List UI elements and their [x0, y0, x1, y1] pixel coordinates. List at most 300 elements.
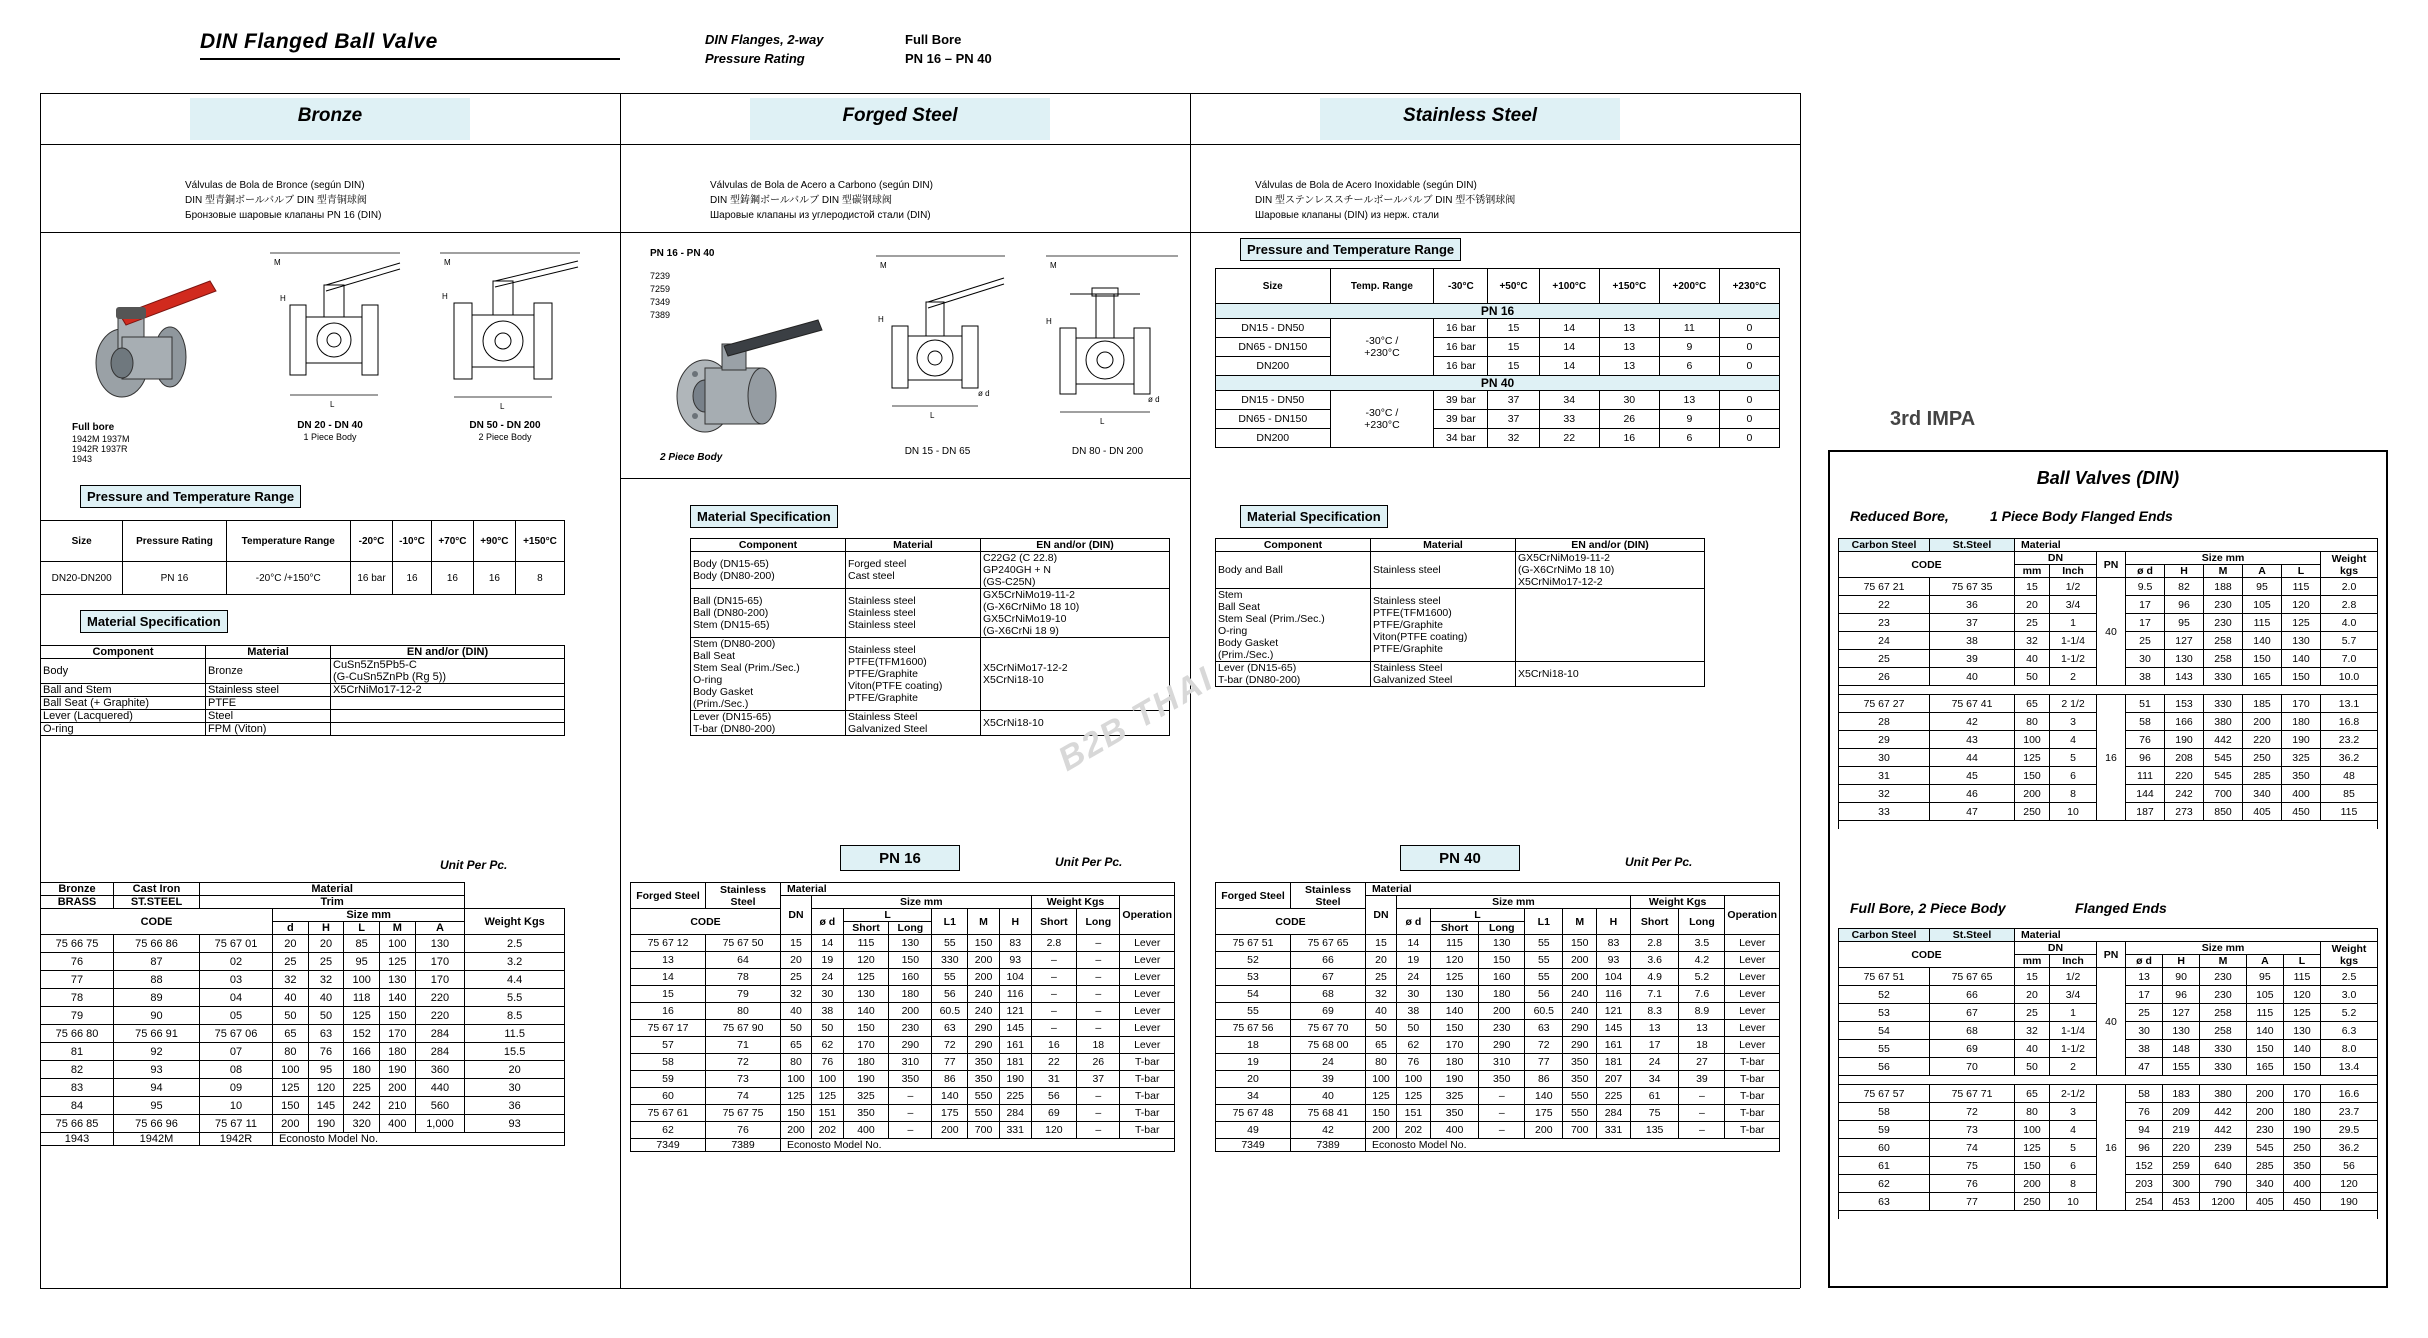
table-cell: 250 [2283, 1139, 2320, 1157]
table-cell: 34 [1630, 1071, 1679, 1088]
table-header-cell: L1 [1525, 909, 1563, 935]
table-cell: 160 [889, 969, 932, 986]
table-cell: 8.5 [465, 1007, 565, 1025]
table-header-cell: mm [2015, 955, 2050, 968]
table-cell: 331 [999, 1122, 1031, 1139]
table-spacer-cell [1839, 1211, 2378, 1220]
table-cell: 02 [200, 953, 273, 971]
table-cell: 36 [465, 1097, 565, 1115]
table-cell: 33 [1839, 803, 1930, 821]
table-cell: 258 [2200, 1004, 2247, 1022]
table-cell: 16 [1599, 429, 1659, 448]
table-header-cell: St.Steel [1930, 539, 2015, 552]
table-cell: 72 [1930, 1103, 2015, 1121]
table-cell: 330 [2204, 695, 2243, 713]
table-cell: 121 [999, 1003, 1031, 1020]
table-row [41, 1061, 565, 1079]
table-cell: 80 [273, 1043, 309, 1061]
table-cell: 20 [781, 952, 812, 969]
table-header-cell: CODE [1216, 909, 1366, 935]
table-cell: 14 [812, 935, 844, 952]
table-cell: 3.5 [1679, 935, 1725, 952]
table-cell: 150 [1430, 1020, 1479, 1037]
table-cell: 560 [415, 1097, 465, 1115]
page-title-block [200, 30, 630, 60]
table-header-cell: +200°C [1659, 269, 1719, 304]
table-cell: 200 [2015, 1175, 2050, 1193]
table-cell: Ball and Stem [41, 684, 206, 697]
table-cell: 453 [2163, 1193, 2200, 1211]
table-cell: 143 [2165, 668, 2204, 686]
table-cell: 03 [200, 971, 273, 989]
table-cell: 88 [114, 971, 200, 989]
table-cell: 242 [344, 1097, 380, 1115]
table-cell: 10 [200, 1097, 273, 1115]
table-header-cell: Short [1430, 922, 1479, 935]
table-cell: 17 [2126, 614, 2165, 632]
table-cell: 13 [1630, 1020, 1679, 1037]
table-cell: 56 [932, 986, 968, 1003]
table-cell: 40 [2097, 968, 2126, 1076]
table-header-row [1216, 539, 1705, 552]
table-cell: -30°C / +230°C [1330, 319, 1434, 376]
table-cell: Lever (DN15-65) T-bar (DN80-200) [1216, 662, 1371, 687]
table-cell: PTFE [206, 697, 331, 710]
table-cell: 200 [968, 952, 1000, 969]
table-cell: 40 [2015, 1040, 2050, 1058]
table-cell: DN200 [1216, 357, 1331, 376]
table-cell: 50 [1397, 1020, 1431, 1037]
table-cell: 190 [999, 1071, 1031, 1088]
table-cell: 16 [2097, 1085, 2126, 1211]
table-row [631, 1071, 1175, 1088]
table-cell: 11.5 [465, 1025, 565, 1043]
table-cell: 181 [1597, 1054, 1631, 1071]
table-cell: 200 [1366, 1122, 1397, 1139]
table-cell: 50 [812, 1020, 844, 1037]
table-cell: 153 [2165, 695, 2204, 713]
right-section1-title-b: 1 Piece Body Flanged Ends [1990, 508, 2173, 524]
table-cell: 380 [2204, 713, 2243, 731]
table-cell: 290 [1563, 1020, 1597, 1037]
table-cell: 30 [1839, 749, 1930, 767]
table-cell: 273 [2165, 803, 2204, 821]
table-cell: 1-1/4 [2050, 632, 2097, 650]
table-header-cell: A [2246, 955, 2283, 968]
table-cell: – [1679, 1122, 1725, 1139]
table-cell: 180 [344, 1061, 380, 1079]
col-heading-forged: Forged Steel [842, 105, 958, 126]
table-cell: 51 [2126, 695, 2165, 713]
table-cell: 130 [2165, 650, 2204, 668]
forged-drawing-b [1030, 248, 1185, 438]
table-cell: 152 [2126, 1157, 2163, 1175]
table-header-cell: Long [889, 922, 932, 935]
table-cell: 20 [273, 935, 309, 953]
table-header-cell: Material [846, 539, 981, 552]
table-cell: 350 [2283, 1157, 2320, 1175]
table-cell: 350 [968, 1071, 1000, 1088]
table-cell: 140 [2283, 1040, 2320, 1058]
table-header-cell: Size [1216, 269, 1331, 304]
table-cell: 85 [2321, 785, 2378, 803]
table-cell: Ball (DN15-65) Ball (DN80-200) Stem (DN15-65) [691, 589, 846, 638]
bronze-mat-title: Material Specification [80, 610, 228, 633]
table-cell: 5 [2050, 1139, 2097, 1157]
table-header-row [1839, 942, 2378, 955]
table-cell: 93 [114, 1061, 200, 1079]
table-cell: 48 [2321, 767, 2378, 785]
table-cell: 210 [379, 1097, 415, 1115]
table-cell: 20 [2015, 596, 2050, 614]
table-cell: 60.5 [1525, 1003, 1563, 1020]
table-cell: 33 [1539, 410, 1599, 429]
table-cell: 76 [308, 1043, 344, 1061]
table-cell: -30°C / +230°C [1330, 391, 1434, 448]
table-cell: 6 [1659, 429, 1719, 448]
table-cell: 34 [1216, 1088, 1291, 1105]
table-cell: 2 [2050, 1058, 2097, 1076]
bronze-drawing-2piece [420, 245, 590, 420]
table-cell: 6 [1659, 357, 1719, 376]
table-cell: 29 [1839, 731, 1930, 749]
table-cell: Stainless steel PTFE(TFM1600) PTFE/Graphite Viton(PTFE coating) PTFE/Graphite [1371, 589, 1516, 662]
table-cell: 700 [1563, 1122, 1597, 1139]
table-cell: 2.8 [1031, 935, 1077, 952]
table-cell: 37 [1488, 410, 1539, 429]
table-cell: 100 [1366, 1071, 1397, 1088]
table-cell: 25 [1839, 650, 1930, 668]
table-cell: T-bar [1725, 1122, 1780, 1139]
table-cell: 90 [114, 1007, 200, 1025]
table-header-row [41, 883, 565, 896]
table-cell: 55 [1525, 969, 1563, 986]
table-cell: 115 [2321, 803, 2378, 821]
table-row [631, 969, 1175, 986]
table-cell: 300 [2163, 1175, 2200, 1193]
table-cell: 62 [1397, 1037, 1431, 1054]
table-cell: Lever [1120, 1003, 1175, 1020]
table-cell: 31 [1031, 1071, 1077, 1088]
table-header-cell: Size [41, 521, 123, 562]
table-footer-row [1216, 1139, 1780, 1152]
table-cell: 15.5 [465, 1043, 565, 1061]
table-cell: 30 [1599, 391, 1659, 410]
table-cell: 16 [1031, 1037, 1077, 1054]
table-cell: 9 [1659, 410, 1719, 429]
table-cell: 75 67 17 [631, 1020, 706, 1037]
table-cell: 400 [2283, 1175, 2320, 1193]
table-cell [331, 723, 565, 736]
col-heading-bronze: Bronze [297, 105, 363, 126]
table-cell: 72 [932, 1037, 968, 1054]
table-cell: 68 [1930, 1022, 2015, 1040]
table-cell: 13.4 [2321, 1058, 2378, 1076]
table-cell: T-bar [1725, 1071, 1780, 1088]
table-cell: 18 [1077, 1037, 1120, 1054]
pn40-size-table [1215, 882, 1780, 1152]
table-cell: Lever [1725, 969, 1780, 986]
table-cell: – [1031, 1020, 1077, 1037]
table-cell: 0 [1719, 338, 1779, 357]
table-cell: 125 [1430, 969, 1479, 986]
table-cell: 80 [2015, 1103, 2050, 1121]
table-cell: 331 [1597, 1122, 1631, 1139]
table-cell: – [1077, 1105, 1120, 1122]
table-cell: 20 [308, 935, 344, 953]
table-cell: 150 [1563, 935, 1597, 952]
table-cell: 183 [2163, 1085, 2200, 1103]
table-cell: 140 [1430, 1003, 1479, 1020]
table-cell: 0 [1719, 357, 1779, 376]
table-cell: – [1077, 935, 1120, 952]
table-cell: 55 [1525, 935, 1563, 952]
table-cell: 75 67 75 [706, 1105, 781, 1122]
table-cell: 3 [2050, 1103, 2097, 1121]
table-cell: 155 [2163, 1058, 2200, 1076]
table-cell: 200 [2246, 1085, 2283, 1103]
table-cell: 230 [2204, 596, 2243, 614]
table-cell: 77 [1930, 1193, 2015, 1211]
table-cell: T-bar [1725, 1105, 1780, 1122]
table-cell: 15 [1488, 319, 1539, 338]
table-cell: 38 [2126, 1040, 2163, 1058]
table-cell: 14 [1539, 338, 1599, 357]
table-cell: 130 [2282, 632, 2321, 650]
table-footer-row [631, 1139, 1175, 1152]
table-cell: 100 [379, 935, 415, 953]
table-cell: 152 [344, 1025, 380, 1043]
table-cell: 850 [2204, 803, 2243, 821]
table-cell: 190 [2282, 731, 2321, 749]
table-cell: 82 [41, 1061, 114, 1079]
table-cell: 239 [2200, 1139, 2247, 1157]
table-cell: 63 [308, 1025, 344, 1043]
table-cell: 40 [1366, 1003, 1397, 1020]
table-cell: 75 67 35 [1930, 578, 2015, 596]
table-cell: 330 [932, 952, 968, 969]
table-cell: 75 67 27 [1839, 695, 1930, 713]
table-cell: 84 [41, 1097, 114, 1115]
table-header-cell: EN and/or (DIN) [981, 539, 1170, 552]
table-cell: 290 [889, 1037, 932, 1054]
table-cell: 42 [1291, 1122, 1366, 1139]
table-cell: Stem (DN80-200) Ball Seat Stem Seal (Prim./Sec.) O-ring Body Gasket (Prim./Sec.) [691, 638, 846, 711]
table-cell: 350 [1479, 1071, 1525, 1088]
table-cell: 442 [2200, 1103, 2247, 1121]
table-cell: 62 [1839, 1175, 1930, 1193]
table-cell: – [1077, 952, 1120, 969]
table-cell: 34 [1539, 391, 1599, 410]
table-cell: 290 [1563, 1037, 1597, 1054]
svg-text:H: H [878, 315, 884, 324]
table-header-cell: M [2200, 955, 2247, 968]
table-row [631, 952, 1175, 969]
table-cell: 38 [812, 1003, 844, 1020]
table-header-cell: -20°C [350, 521, 392, 562]
table-cell: 220 [415, 989, 465, 1007]
table-cell: Econosto Model No. [1366, 1139, 1780, 1152]
table-header-cell: CODE [631, 909, 781, 935]
table-header-cell: H [1597, 909, 1631, 935]
table-cell: 40 [781, 1003, 812, 1020]
table-cell: 135 [1630, 1122, 1679, 1139]
table-header-row [41, 646, 565, 659]
table-cell: 550 [1563, 1105, 1597, 1122]
table-cell: 65 [1366, 1037, 1397, 1054]
forged-drawing-a [860, 248, 1015, 438]
table-cell: 23.7 [2321, 1103, 2378, 1121]
table-header-cell: ø d [812, 909, 844, 935]
table-cell: 16 bar [350, 562, 392, 595]
table-cell: 284 [415, 1025, 465, 1043]
table-cell: 130 [1430, 986, 1479, 1003]
table-cell: Forged steel Cast steel [846, 552, 981, 589]
table-cell: 400 [2282, 785, 2321, 803]
table-cell: 56 [1525, 986, 1563, 1003]
table-cell: 285 [2246, 1157, 2283, 1175]
table-spacer-row [1839, 686, 2378, 695]
table-cell: 150 [379, 1007, 415, 1025]
table-cell: 7389 [706, 1139, 781, 1152]
table-cell: 13 [1599, 319, 1659, 338]
table-cell: 72 [706, 1054, 781, 1071]
table-cell: 161 [999, 1037, 1031, 1054]
table-cell: 8 [2050, 785, 2097, 803]
forged-codes: 7239 7259 7349 7389 [650, 271, 671, 321]
table-cell: 220 [2163, 1139, 2200, 1157]
table-cell: 140 [2282, 650, 2321, 668]
forged-mat-title-wrap [690, 505, 838, 528]
table-cell: 52 [1216, 952, 1291, 969]
table-cell: 225 [1597, 1088, 1631, 1105]
table-cell: 10 [2050, 803, 2097, 821]
table-cell: – [1077, 1088, 1120, 1105]
table-cell: 170 [2283, 1085, 2320, 1103]
table-cell: 75 [1630, 1105, 1679, 1122]
table-row [1216, 952, 1780, 969]
table-cell: X5CrNiMo17-12-2 [331, 684, 565, 697]
table-cell: 230 [2246, 1121, 2283, 1139]
table-header-cell: Material [200, 883, 465, 896]
table-cell: 40 [308, 989, 344, 1007]
table-row [631, 1037, 1175, 1054]
table-cell: 150 [273, 1097, 309, 1115]
table-header-row [1839, 552, 2378, 565]
table-row [1216, 986, 1780, 1003]
bronze-drawing2-caption: DN 50 - DN 200 2 Piece Body [469, 420, 541, 442]
table-cell: 219 [2163, 1121, 2200, 1139]
table-cell: 47 [1930, 803, 2015, 821]
table-header-cell: Component [691, 539, 846, 552]
table-cell: 56 [1031, 1088, 1077, 1105]
table-cell: 181 [999, 1054, 1031, 1071]
table-cell: 442 [2204, 731, 2243, 749]
table-cell: 50 [273, 1007, 309, 1025]
table-cell: 7349 [631, 1139, 706, 1152]
table-cell: 75 68 41 [1291, 1105, 1366, 1122]
table-cell: 5.5 [465, 989, 565, 1007]
table-row [1216, 935, 1780, 952]
table-cell: 66 [1930, 986, 2015, 1004]
table-cell: Lever [1120, 935, 1175, 952]
table-row [1216, 1122, 1780, 1139]
bronze-drawing1-caption: DN 20 - DN 40 1 Piece Body [297, 420, 363, 442]
table-cell: 144 [2126, 785, 2165, 803]
table-row [1839, 1085, 2378, 1103]
table-cell: 93 [999, 952, 1031, 969]
table-cell: 180 [2283, 1103, 2320, 1121]
table-cell: 190 [308, 1115, 344, 1133]
header-subtitle-block [705, 32, 1125, 66]
table-cell: 15 [1366, 935, 1397, 952]
table-cell: 19 [812, 952, 844, 969]
table-row [1216, 1054, 1780, 1071]
table-cell: 170 [379, 1025, 415, 1043]
table-cell: 330 [2204, 668, 2243, 686]
table-cell: 150 [2015, 1157, 2050, 1175]
table-header-cell: Long [1077, 909, 1120, 935]
table-cell: 75 67 41 [1930, 695, 2015, 713]
table-cell: 59 [1839, 1121, 1930, 1139]
table-cell: 75 67 56 [1216, 1020, 1291, 1037]
table-row [1216, 1071, 1780, 1088]
table-header-cell: A [2243, 565, 2282, 578]
table-cell: 145 [1597, 1020, 1631, 1037]
table-cell: 100 [1397, 1071, 1431, 1088]
table-cell: 13 [631, 952, 706, 969]
table-cell: 2 1/2 [2050, 695, 2097, 713]
table-cell: 400 [379, 1115, 415, 1133]
table-cell: 14 [1397, 935, 1431, 952]
table-row [631, 1020, 1175, 1037]
table-cell: 76 [1930, 1175, 2015, 1193]
table-header-cell: ø d [2126, 565, 2165, 578]
table-row [41, 1007, 565, 1025]
svg-text:L: L [330, 400, 335, 409]
table-cell: 65 [2015, 695, 2050, 713]
table-cell: 78 [706, 969, 781, 986]
table-cell: 190 [2165, 731, 2204, 749]
table-cell: 1/2 [2050, 578, 2097, 596]
table-cell: 86 [932, 1071, 968, 1088]
table-cell: 115 [2243, 614, 2282, 632]
table-row [631, 1105, 1175, 1122]
table-cell: 1943 [41, 1133, 114, 1146]
ss-mat-table [1215, 538, 1705, 687]
table-cell: – [1679, 1105, 1725, 1122]
table-row [631, 1088, 1175, 1105]
table-cell: – [1031, 1003, 1077, 1020]
table-cell: 200 [1525, 1122, 1563, 1139]
table-cell: 75 68 00 [1291, 1037, 1366, 1054]
table-cell: 14 [631, 969, 706, 986]
table-cell: 75 67 71 [1930, 1085, 2015, 1103]
table-header-cell: Short [1031, 909, 1077, 935]
table-cell: 39 [1930, 650, 2015, 668]
table-cell: Lever [1120, 952, 1175, 969]
table-cell: 2-1/2 [2050, 1085, 2097, 1103]
table-cell: 140 [1525, 1088, 1563, 1105]
pn40-badge: PN 40 [1400, 845, 1520, 871]
table-header-cell: Short [843, 922, 889, 935]
table-cell: 150 [1366, 1105, 1397, 1122]
table-cell: 53 [1216, 969, 1291, 986]
table-cell: PN 16 [123, 562, 226, 595]
table-header-cell: +100°C [1539, 269, 1599, 304]
table-header-row [1216, 883, 1780, 896]
table-cell: 150 [968, 935, 1000, 952]
